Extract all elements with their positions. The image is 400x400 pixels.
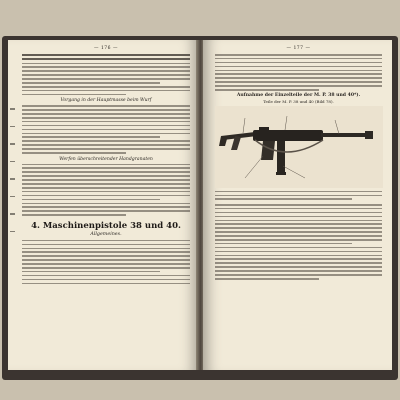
figure-caption: Aufnahme der Einzelteile der M. P. 38 und 40*). — [236, 92, 361, 98]
left-page — [8, 40, 198, 370]
left-heading-throw: Vorgang in der Hauptmasse beim Wurf — [60, 98, 152, 104]
left-text-block-4 — [22, 240, 190, 284]
section-title-mp: 4. Maschinenpistole 38 und 40. — [31, 220, 181, 231]
right-page-number: — 177 — — [286, 46, 311, 51]
left-margin-marks — [10, 108, 15, 232]
figure-legend-lines — [215, 191, 382, 200]
submachine-gun-illustration — [215, 106, 383, 188]
right-page — [203, 40, 392, 370]
right-text-block-2 — [215, 204, 382, 280]
section-subtitle: Allgemeines. — [90, 231, 122, 237]
left-page-number: — 176 — — [94, 46, 118, 51]
left-text-block-1 — [22, 54, 190, 95]
right-text-block-1 — [215, 54, 382, 91]
left-text-block-2 — [22, 105, 190, 153]
left-heading-grenades: Werfen überschreitender Handgranaten — [59, 156, 153, 162]
figure-subcaption: Teile der M. P. 38 und 40 (Bild 78). — [263, 98, 334, 104]
left-text-block-3 — [22, 164, 190, 216]
